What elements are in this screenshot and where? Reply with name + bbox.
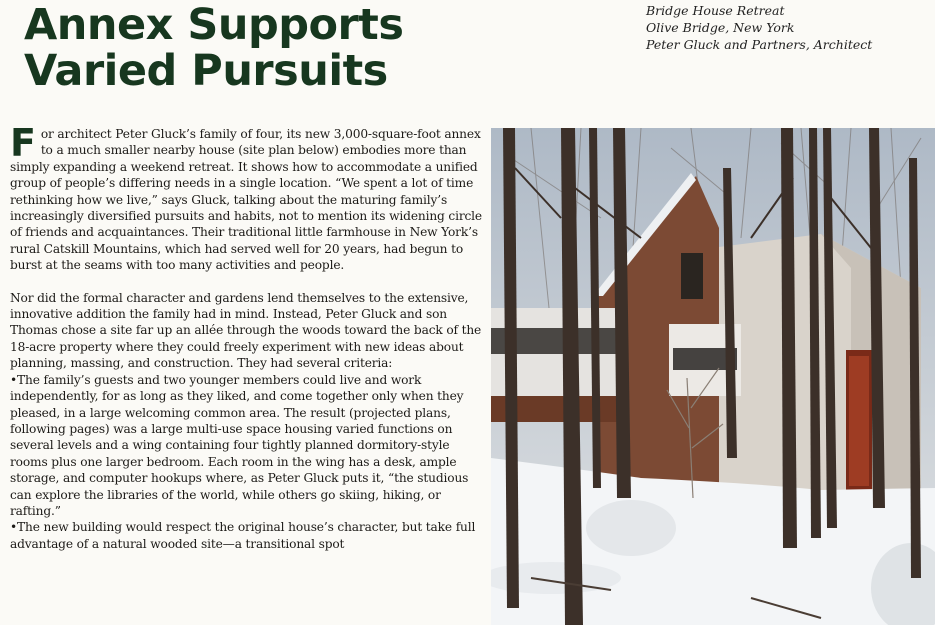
credit-project-name: Bridge House Retreat — [646, 3, 785, 18]
project-credits — [646, 2, 872, 53]
bullet-2: •The new building would respect the original house’s character, but take full advantage of a natural wooded site—a transitional spot — [10, 520, 476, 551]
headline-line-2: Varied Pursuits — [24, 46, 388, 96]
paragraph-1 — [10, 121, 482, 274]
paragraph-1-text: or architect Peter Gluck’s family of four, its new 3,000-square-foot annex to a much smaller nearby house (site plan below) embodies more than simply expanding a weekend retreat. It shows how to accommodate a unified group of people’s differing needs in a single location. “We spent a lot of time rethinking how we live,” says Gluck, talking about the maturing family’s increasingly diversified pursuits and habits, not to mention its widening circle of friends and acquaintances. Their traditional little farmhouse in New York’s rural Catskill Mountains, which had served well for 20 years, had begun to burst at the seams with too many activities and people. — [10, 127, 482, 273]
credit-architect: Peter Gluck and Partners, Architect — [646, 37, 873, 52]
house-photo — [491, 128, 935, 625]
bullet-1: •The family’s guests and two younger members could live and work independently, for as long as they liked, and come together only when they pleased, in a large welcoming common area. The result (projected plans, following pages) was a large multi-use space housing varied functions on several levels and a wing containing four tightly planned dormitory-style rooms plus one larger bedroom. Each room in the wing has a desk, ample storage, and computer hookups where, as Peter Gluck puts it, “the studious can explore the libraries of the world, while others go skiing, hiking, or rafting.” — [10, 372, 469, 518]
headline-line-1: Annex Supports — [24, 0, 404, 50]
tower-window — [681, 253, 703, 299]
house-in-snow-illustration — [491, 128, 935, 625]
drop-cap: F — [10, 121, 36, 165]
paragraph-2: Nor did the formal character and gardens lend themselves to the extensive, innovative addition the family had in mind. Instead, Peter Gluck and son Thomas chose a site far up an allée through the woods toward the back of the 18-acre property where they could freely experiment with new ideas about planning, massing, and construction. They had several criteria: — [10, 290, 482, 371]
headline — [24, 2, 403, 94]
credit-location: Olive Bridge, New York — [646, 20, 795, 35]
article-body — [10, 121, 482, 552]
